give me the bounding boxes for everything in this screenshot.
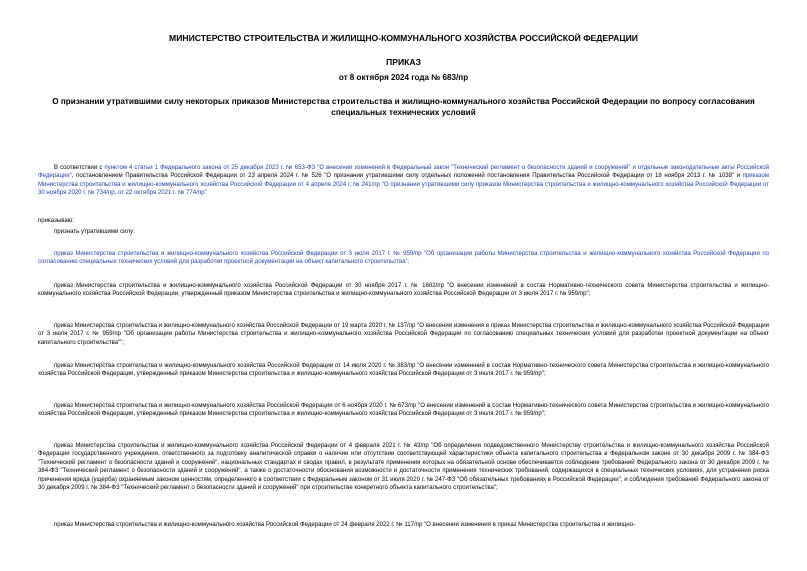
date-number: от 8 октября 2024 года № 683/пр	[338, 73, 469, 82]
law-653-link[interactable]: пунктом 4 статьи 1 Федерального закона от 25 декабря 2023 г. № 653-ФЗ "О внесении изменений в Федеральный закон "Технический регламент о безопасности зданий и сооружений" и отдельные законодательные акты Российской Федерации"	[38, 165, 769, 180]
order-word: приказываю:	[38, 218, 74, 224]
repealed-item-137: приказ Министерства строительства и жилищно-коммунального хозяйства Российской Федерации от 19 марта 2020 г. № 137/пр "О внесении изменения в приказ Министерства строительства и жилищно-коммунального хозяйства Российской Федерации от 3 июля 2017 г. № 959/пр "Об организации работы Министерства строительства и жилищно-коммунального хозяйства Российской Федерации по согласованию специальных технических условий для разработки проектной документации на объект капитального строительства"";	[38, 323, 769, 346]
preamble-mid: , постановлением Правительства Российской Федерации от 23 апреля 2024 г. № 526 "О признании утратившими силу отдельных положений постановления Правительства Российской Федерации от 18 ноября 2013 г. № 1038" и	[71, 173, 743, 180]
repealed-item-43: приказ Министерства строительства и жилищно-коммунального хозяйства Российской Федерации от 4 февраля 2021 г. № 43/пр "Об определении подведомственного Министерству строительства и жилищно-коммунального хозяйства Российской Федерации государственного учреждения, ответственного за подготовку аналитической справки о наличии или отсутствии соответствующей характеристики объекта капитального строительства в Федеральном законе от 30 декабря 2009 г. № 384-ФЗ "Технический регламент о безопасности зданий и сооружений", национальных стандартах и сводах правил, в результате применения которых на обязательной основе обеспечивается соблюдение требований Федерального закона от 30 декабря 2009 г. № 384-ФЗ "Технический регламент о безопасности зданий и сооружений", а также о достаточности обоснования возможности и достаточности применения технических требований, содержащихся в специальных технических условиях, для устранения риска причинения вреда (ущерба) охраняемым законом ценностям, определенного в соответствии с Федеральным законом от 31 июля 2020 г. № 247-ФЗ "Об обязательных требованиях в Российской Федерации", и соблюдения требований Федерального закона от 30 декабря 2009 г. № 384-ФЗ "Технический регламент о безопасности зданий и сооружений" при строительстве конкретного объекта капитального строительства";	[38, 443, 769, 492]
order-959-link[interactable]: приказ Министерства строительства и жилищно-коммунального хозяйства Российской Федерации от 3 июля 2017 г. № 959/пр "Об организации работы Министерства строительства и жилищно-коммунального хозяйства Российской Федерации по согласованию специальных технических условий для разработки проектной документации на объект капитального строительства";	[38, 251, 769, 266]
preamble	[38, 164, 769, 198]
repealed-item-1602: приказ Министерства строительства и жилищно-коммунального хозяйства Российской Федерации от 30 ноября 2017 г. № 1602/пр "О внесении изменений в состав Нормативно-технического совета Министерства строительства и жилищно-коммунального хозяйства Российской Федерации, утвержденный приказом Министерства строительства и жилищно-коммунального хозяйства Российской Федерации от 3 июля 2017 г. № 959/пр";	[38, 283, 769, 298]
order-241-link[interactable]: приказом Министерства строительства и жилищно-коммунального хозяйства Российской Федерации от 4 апреля 2024 г. № 241/пр "О признании утратившими силу приказов Министерства строительства и жилищно-коммунального хозяйства Российской Федерации от 30 ноября 2020 г. № 734/пр, от 22 октября 2021 г. № 774/пр"	[38, 173, 769, 197]
document-type: ПРИКАЗ	[386, 57, 421, 67]
repealed-item-383: приказ Министерства строительства и жилищно-коммунального хозяйства Российской Федерации от 14 июля 2020 г. № 383/пр "О внесении изменений в состав Нормативно-технического совета Министерства строительства и жилищно-коммунального хозяйства Российской Федерации, утвержденный приказом Министерства строительства и жилищно-коммунального хозяйства Российской Федерации от 3 июля 2017 г. № 959/пр";	[38, 363, 769, 378]
ministry-heading: МИНИСТЕРСТВО СТРОИТЕЛЬСТВА И ЖИЛИЩНО-КОММУНАЛЬНОГО ХОЗЯЙСТВА РОССИЙСКОЙ ФЕДЕРАЦИИ	[169, 33, 638, 43]
repealed-item-673: приказ Министерства строительства и жилищно-коммунального хозяйства Российской Федерации от 6 ноября 2020 г. № 673/пр "О внесении изменений в состав Нормативно-технического совета Министерства строительства и жилищно-коммунального хозяйства Российской Федерации, утвержденный приказом Министерства строительства и жилищно-коммунального хозяйства Российской Федерации от 3 июля 2017 г. № 959/пр";	[38, 403, 769, 418]
document-title: О признании утратившими силу некоторых приказов Министерства строительства и жилищно-коммунального хозяйства Российской Федерации по вопросу согласования специальных технических условий	[52, 97, 755, 117]
recognize-line: признать утратившими силу:	[54, 229, 135, 235]
repealed-item-117: приказ Министерства строительства и жилищно-коммунального хозяйства Российской Федерации от 24 февраля 2022 г. № 117/пр "О внесении изменения в приказ Министерства строительства и жилищно-	[54, 522, 636, 528]
preamble-lead: В соответствии с	[54, 165, 105, 171]
repealed-item-959[interactable]	[38, 250, 769, 267]
